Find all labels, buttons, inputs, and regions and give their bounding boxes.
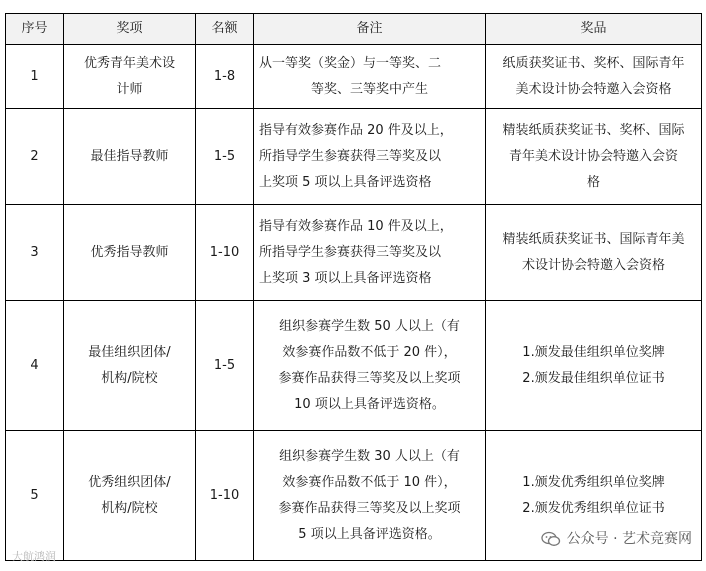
table-row [6,45,702,109]
cell-prize-line: 2.颁发最佳组织单位证书 [522,370,665,386]
cell-no: 5 [6,431,64,561]
table-row [6,301,702,431]
cell-award-line: 最佳指导教师 [90,148,169,164]
cell-note-line: 组织参赛学生数 50 人以上（有 [279,318,460,334]
cell-quota: 1-8 [196,45,254,109]
cell-prize-line: 纸质获奖证书、奖杯、国际青年 [502,55,685,71]
cell-note-line: 从一等奖（奖金）与一等奖、二 [259,55,442,71]
cell-note-line: 效参赛作品数不低于 10 件）， [282,474,457,490]
cell-prize [486,109,702,205]
cell-award-line: 计师 [116,81,143,97]
cell-note-line: 组织参赛学生数 30 人以上（有 [279,448,460,464]
cell-note-line: 10 项以上具备评选资格。 [294,396,445,412]
table-row [6,109,702,205]
cell-note [254,431,486,561]
cell-quota: 1-5 [196,109,254,205]
cell-note [254,45,486,109]
cell-prize [486,205,702,301]
cell-quota: 1-5 [196,301,254,431]
cell-prize-line: 2.颁发优秀组织单位证书 [522,500,665,516]
cell-note-line: 5 项以上具备评选资格。 [298,526,441,542]
cell-no: 4 [6,301,64,431]
cell-award-line: 机构/院校 [101,370,158,386]
watermark-right [537,529,696,549]
cell-note-line: 指导有效参赛作品 10 件及以上， [259,218,453,234]
cell-award [64,205,196,301]
cell-no: 2 [6,109,64,205]
cell-award-line: 优秀组织团体/ [88,474,171,490]
cell-note-line: 所指导学生参赛获得三等奖及以 [259,244,442,260]
cell-note [254,301,486,431]
cell-prize-line: 精装纸质获奖证书、奖杯、国际 [502,122,685,138]
cell-award-line: 优秀青年美术设 [83,55,175,71]
cell-prize [486,301,702,431]
cell-prize [486,45,702,109]
cell-prize-line: 精装纸质获奖证书、国际青年美 [502,231,685,247]
cell-prize-line: 1.颁发优秀组织单位奖牌 [522,474,665,490]
watermark-right-text: 公众号 · 艺术竞赛网 [566,531,692,547]
col-header-prize: 奖品 [486,14,702,45]
header-row [6,14,702,45]
table-row [6,205,702,301]
cell-prize-line: 美术设计协会特邀入会资格 [515,81,672,97]
cell-prize-line: 青年美术设计协会特邀入会资 [508,148,678,164]
cell-award [64,109,196,205]
cell-note-line: 等奖、三等奖中产生 [310,81,428,97]
cell-note-line: 上奖项 3 项以上具备评选资格 [259,270,432,286]
cell-prize-line: 格 [586,174,600,190]
cell-note [254,109,486,205]
cell-award-line: 优秀指导教师 [90,244,169,260]
col-header-no: 序号 [6,14,64,45]
cell-prize-line: 术设计协会特邀入会资格 [521,257,665,273]
watermark-left: 大航鸿润 [12,550,56,563]
cell-quota: 1-10 [196,205,254,301]
cell-note-line: 指导有效参赛作品 20 件及以上， [259,122,453,138]
awards-table [5,13,702,561]
cell-award [64,301,196,431]
cell-no: 1 [6,45,64,109]
cell-award-line: 最佳组织团体/ [88,344,171,360]
cell-award [64,431,196,561]
col-header-quota: 名额 [196,14,254,45]
cell-quota: 1-10 [196,431,254,561]
wechat-icon [541,531,561,547]
col-header-note: 备注 [254,14,486,45]
col-header-award: 奖项 [64,14,196,45]
cell-note-line: 上奖项 5 项以上具备评选资格 [259,174,432,190]
cell-award [64,45,196,109]
cell-prize-line: 1.颁发最佳组织单位奖牌 [522,344,665,360]
cell-note [254,205,486,301]
cell-note-line: 效参赛作品数不低于 20 件）， [282,344,457,360]
cell-no: 3 [6,205,64,301]
cell-note-line: 参赛作品获得三等奖及以上奖项 [278,370,461,386]
cell-award-line: 机构/院校 [101,500,158,516]
cell-note-line: 参赛作品获得三等奖及以上奖项 [278,500,461,516]
cell-note-line: 所指导学生参赛获得三等奖及以 [259,148,442,164]
